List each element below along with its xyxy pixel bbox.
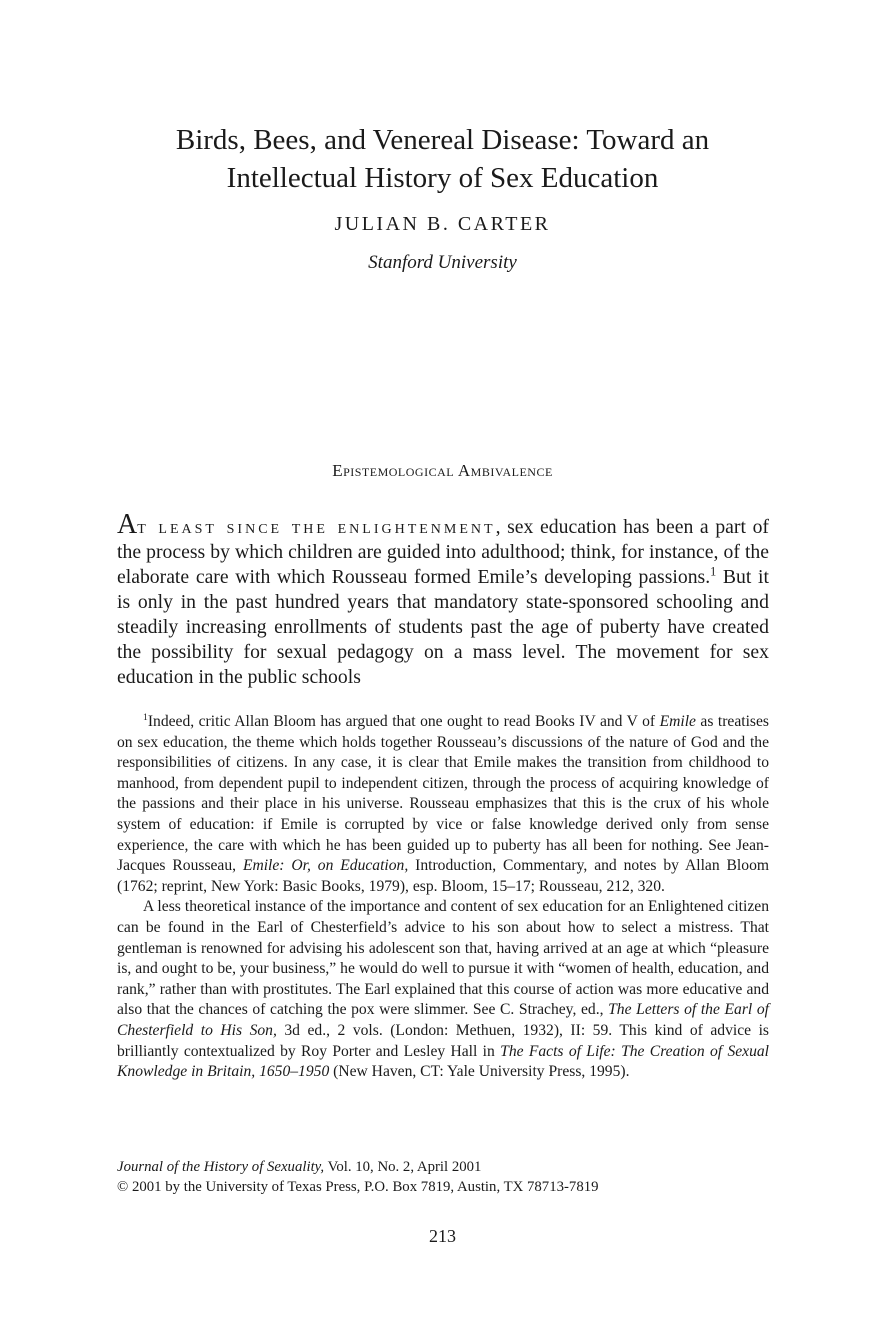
drop-cap: A <box>117 509 138 540</box>
footnote-paragraph-1 <box>117 712 769 897</box>
footnote-ref[interactable]: 1 <box>710 564 717 579</box>
section-heading: Epistemological Ambivalence <box>332 461 553 480</box>
copyright-line: © 2001 by the University of Texas Press, P.O. Box 7819, Austin, TX 78713-7819 <box>117 1179 599 1195</box>
title-line-2: Intellectual History of Sex Education <box>226 162 659 194</box>
journal-issue: Vol. 10, No. 2, April 2001 <box>324 1159 482 1175</box>
author-name: JULIAN B. CARTER <box>334 213 551 235</box>
body-text-1: , sex education has been a part of the process by which children are guided into adulthood; think, for instance, of the elaborate care with which Rousseau formed Emile’s developing passions. <box>117 516 769 588</box>
body-paragraph <box>117 509 769 690</box>
footnote-italic: Emile <box>659 713 696 730</box>
footnote-italic: The Letters of the Earl of Chesterfield to His Son, <box>117 1001 769 1039</box>
footnote-italic: The Facts of Life: The Creation of Sexual Knowledge in Britain, 1650–1950 <box>117 1042 770 1081</box>
footnotes <box>117 712 769 1083</box>
opening-words <box>117 509 496 540</box>
footnote-text: as treatises on sex education, the theme which holds together Rousseau’s discussions of the nature of God and the responsibilities of citizens. In any case, it is clear that Emile makes the transition from childhood to manhood, from dependent pupil to independent citizen, through the process of acquiring knowledge of the passions and their place in his universe. Rousseau emphasizes that this is the crux of his whole system of education: if Emile is corrupted by vice or false knowledge derived only from sense experience, the care with which he has been guided up to puberty has all been for nothing. See Jean-Jacques Rousseau, <box>117 713 769 875</box>
footnote-text: 3d ed., 2 vols. (London: Methuen, 1932), II: 59. This kind of advice is brilliantly contextualized by Roy Porter and Lesley Hall in <box>117 1021 769 1060</box>
footnote-text: (New Haven, CT: Yale University Press, 1995). <box>329 1063 630 1081</box>
footnote-text: A less theoretical instance of the importance and content of sex education for an Enlightened citizen can be found in the Earl of Chesterfield’s advice to his son about how to select a mistress. That gentleman is renowned for advising his adolescent son that, having arrived at an age at which “pleasure is, and ought to be, your business,” he would do well to pursue it with “women of health, education, and rank,” rather than with prostitutes. The Earl explained that this course of action was more educative and also that the chances of catching the pox were slimmer. See C. Strachey, ed., <box>117 898 769 1019</box>
journal-name: Journal of the History of Sexuality, <box>117 1159 325 1175</box>
journal-info <box>117 1157 599 1197</box>
page-number: 213 <box>429 1226 456 1246</box>
title-line-1: Birds, Bees, and Venereal Disease: Toward an <box>175 124 710 156</box>
author-affiliation: Stanford University <box>368 252 517 273</box>
footnote-italic: Emile: Or, on Education, <box>242 857 409 875</box>
footnote-marker: 1 <box>143 711 148 723</box>
lead-words: t least since the enlightenment <box>137 516 496 538</box>
footnote-text: Indeed, critic Allan Bloom has argued that one ought to read Books IV and V of <box>147 713 660 730</box>
footnote-paragraph-2 <box>117 897 769 1082</box>
body-text-2: But it is only in the past hundred years that mandatory state-sponsored schooling and steadily increasing enrollments of students past the age of puberty have created the possibility for sexual pedagogy on a mass level. The movement for sex education in the public schools <box>117 566 769 688</box>
article-title <box>100 121 785 197</box>
footnote-text: Introduction, Commentary, and notes by Allan Bloom (1762; reprint, New York: Basic Books, 1979), esp. Bloom, 15–17; Rousseau, 212, 320. <box>117 857 769 895</box>
